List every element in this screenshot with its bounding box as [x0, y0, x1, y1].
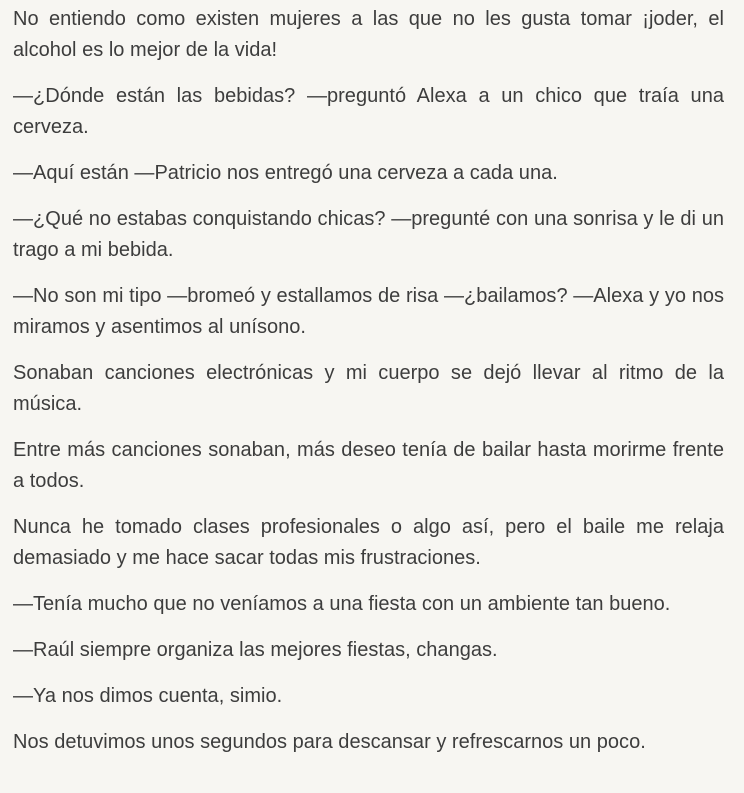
paragraph: —Raúl siempre organiza las mejores fiestas, changas. — [13, 639, 498, 661]
paragraph: —Aquí están —Patricio nos entregó una cerveza a cada una. — [13, 162, 558, 184]
paragraph: —¿Dónde están las bebidas? —preguntó Alexa a un chico que traía una cerveza. — [13, 85, 724, 138]
paragraph: —¿Qué no estabas conquistando chicas? —pregunté con una sonrisa y le di un trago a mi bebida. — [13, 208, 724, 261]
paragraph: Sonaban canciones electrónicas y mi cuerpo se dejó llevar al ritmo de la música. — [13, 362, 724, 415]
paragraph: —No son mi tipo —bromeó y estallamos de risa —¿bailamos? —Alexa y yo nos miramos y asentimos al unísono. — [13, 285, 724, 338]
paragraph: Nunca he tomado clases profesionales o algo así, pero el baile me relaja demasiado y me hace sacar todas mis frustraciones. — [13, 516, 724, 569]
paragraph: No entiendo como existen mujeres a las que no les gusta tomar ¡joder, el alcohol es lo mejor de la vida! — [13, 8, 724, 61]
paragraph: Entre más canciones sonaban, más deseo tenía de bailar hasta morirme frente a todos. — [13, 439, 724, 492]
paragraph: —Ya nos dimos cuenta, simio. — [13, 685, 283, 707]
paragraph: Nos detuvimos unos segundos para descansar y refrescarnos un poco. — [13, 731, 646, 753]
paragraph: —Tenía mucho que no veníamos a una fiesta con un ambiente tan bueno. — [13, 593, 671, 615]
